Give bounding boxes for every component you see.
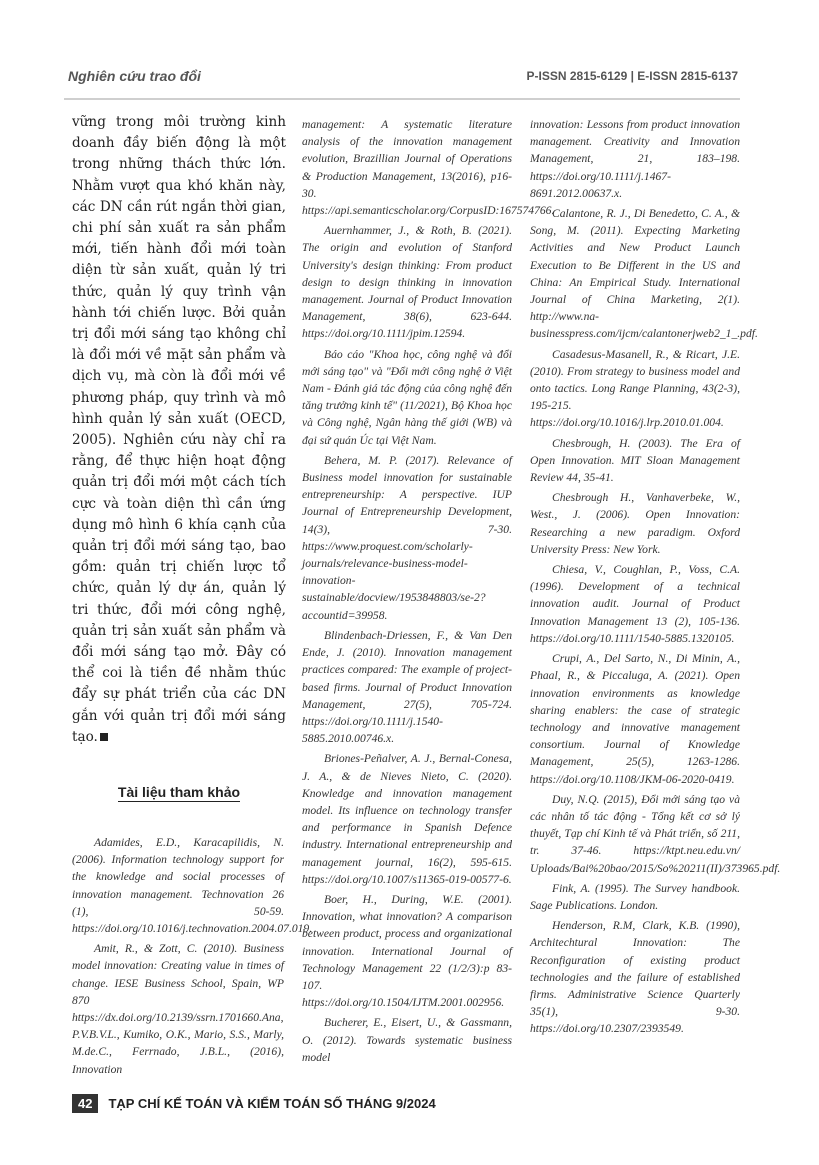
reference-item: Adamides, E.D., Karacapilidis, N. (2006). Information technology support for the knowledge and social processes of innovation management. Technovation 26 (1), 50-59. https://doi.org/10.1016/j.technovation.2004.07.019. [72, 836, 313, 936]
page-header [64, 66, 740, 100]
reference-item: Behera, M. P. (2017). Relevance of Business model innovation for sustainable entrepreneurship: A perspective. IUP Journal of Entrepreneurship Development, 14(3), 7-30. https://www.proquest.com/scholarly-journals/relevance-business-model-innovation-sustainable/docview/1953848803/se-2?accountid=39958. [302, 453, 512, 622]
issn-label: P-ISSN 2815-6129 | E-ISSN 2815-6137 [526, 69, 738, 83]
reference-item: Chesbrough H., Vanhaverbeke, W., West., J. (2006). Open Innovation: Researching a new paradigm. Oxford University Press: New York. [530, 491, 740, 556]
page-footer [72, 1094, 436, 1114]
reference-item: Duy, N.Q. (2015), Đổi mới sáng tạo và các nhân tố tác động - Tổng kết cơ sở lý thuyết, Tạp chí Kinh tế và Phát triển, số 211, tr. 37-46. https://ktpt.neu.edu.vn/ Uploads/Bai%20bao/2015/So%20211(II)/373965.pdf. [530, 792, 781, 875]
reference-item: Casadesus-Masanell, R., & Ricart, J.E. (2010). From strategy to business model and onto tactics. Long Range Planning, 43(2-3), 195-215. https://doi.org/10.1016/j.lrp.2010.01.004. [530, 347, 740, 430]
reference-item: Chiesa, V., Coughlan, P., Voss, C.A. (1996). Development of a technical innovation audit. Journal of Product Innovation Management 13 (2), 105-136. https://doi.org/10.1111/1540-5885.1320105. [530, 563, 740, 645]
body-column [72, 112, 286, 748]
reference-item: Briones-Peñalver, A. J., Bernal-Conesa, J. A., & de Nieves Nieto, C. (2020). Knowledge and innovation management model. Its influence on technology transfer and performance in Spanish Defence industry. International entrepreneurship and management journal, 16(2), 595-615. https://doi.org/10.1007/s11365-019-00577-6. [302, 752, 512, 886]
page-number: 42 [72, 1094, 98, 1113]
section-title: Nghiên cứu trao đổi [68, 68, 201, 84]
reference-item: Blindenbach-Driessen, F., & Van Den Ende, J. (2010). Innovation management practices compared: The example of project-based firms. Journal of Product Innovation Management, 27(5), 705-724. https://doi.org/10.1111/j.1540-5885.2010.00746.x. [302, 628, 512, 746]
reference-item: Boer, H., During, W.E. (2001). Innovation, what innovation? A comparison between product, process and organizational innovation. International Journal of Technology Management 22 (1/2/3):p 83-107. https://doi.org/10.1504/IJTM.2001.002956. [302, 892, 512, 1010]
journal-title: TẠP CHÍ KẾ TOÁN VÀ KIỂM TOÁN SỐ THÁNG 9/2024 [108, 1096, 436, 1111]
references-column-2 [302, 116, 555, 1069]
reference-item: Calantone, R. J., Di Benedetto, C. A., & Song, M. (2011). Expecting Marketing Activities and New Product Launch Execution to Be Different in the US and China: An Empirical Study. International Journal of China Marketing, 2(1). http://www.na-businesspress.com/ijcm/calantonerjweb2_1_.pdf. [530, 207, 758, 341]
reference-item: Crupi, A., Del Sarto, N., Di Minin, A., Phaal, R., & Piccaluga, A. (2021). Open innovation environments as knowledge sharing enablers: the case of strategic technology and innovative management consortium. Journal of Knowledge Management, 25(5), 1263-1286. https://doi.org/10.1108/JKM-06-2020-0419. [530, 652, 740, 786]
reference-item: Amit, R., & Zott, C. (2010). Business model innovation: Creating value in times of change. IESE Business School, Spain, WP 870 https://dx.doi.org/10.2139/ssrn.1701660.Ana, P.V.B.V.L., Kumiko, O.K., Mario, S.S., Marly, M.de.C., Ferrnado, J.B.L., (2016), Innovation [72, 942, 284, 1076]
reference-item: Fink, A. (1995). The Survey handbook. Sage Publications. London. [530, 881, 740, 912]
references-column-1 [72, 834, 313, 1081]
references-column-3 [530, 116, 781, 1041]
reference-item: Auernhammer, J., & Roth, B. (2021). The origin and evolution of Stanford University's design thinking: From product design to design thinking in innovation management. Journal of Product Innovation Management, 38(6), 623-644. https://doi.org/10.1111/jpim.12594. [302, 224, 512, 341]
reference-item: Chesbrough, H. (2003). The Era of Open Innovation. MIT Sloan Management Review 44, 35-41. [530, 436, 740, 485]
reference-continuation: management: A systematic literature analysis of the innovation management evolution, Brazillian Journal of Operations & Production Management, 13(2016), p16-30. https://api.semanticscholar.org/CorpusID:167574766. [302, 118, 555, 218]
reference-item: Bucherer, E., Eisert, U., & Gassmann, O. (2012). Towards systematic business model [302, 1016, 512, 1064]
body-paragraph: vững trong môi trường kinh doanh đầy biến động là một trong những thách thức lớn. Nhằm vượt qua khó khăn này, các DN cần rút ngắn thời gian, chi phí sản xuất ra sản phẩm mới, tiến hành đổi mới toàn diện từ sản xuất, quản lý tri thức, quản lý quy trình vận hành tới chiến lược. Bởi quản trị đổi mới sáng tạo không chỉ là đổi mới về mặt sản phẩm và dịch vụ, mà còn là đổi mới về phương pháp, quy trình và mô hình quản lý sản xuất (OECD, 2005). Nghiên cứu này chỉ ra rằng, để thực hiện hoạt động quản trị đổi mới một cách tích cực và toàn diện thì cần ứng dụng mô hình 6 khía cạnh của quản trị đổi mới sáng tạo, bao gồm: quản trị chiến lược tổ chức, quản lý dự án, quản lý tri thức, đổi mới công nghệ, quản trị sản xuất sản phẩm và đổi mới sáng tạo mở. Đây có thể coi là tiền đề nhằm thúc đẩy sự phát triển của các DN gắn với quản trị đổi mới sáng tạo. [72, 114, 286, 745]
end-mark [100, 733, 108, 741]
reference-item: Báo cáo "Khoa học, công nghệ và đổi mới sáng tạo" và "Đổi mới công nghệ ở Việt Nam - Đánh giá tác động của công nghệ đến tăng trưởng kinh tế" (11/2021), Bộ Khoa học và Công nghệ, Ngân hàng thế giới (WB) và đại sứ quán Úc tại Việt Nam. [302, 347, 512, 447]
references-heading: Tài liệu tham khảo [117, 784, 241, 800]
reference-continuation: innovation: Lessons from product innovation management. Creativity and Innovation Management, 21, 183–198. https://doi.org/10.1111/j.1467-8691.2012.00637.x. [530, 118, 740, 200]
reference-item: Henderson, R.M, Clark, K.B. (1990), Architechtural Innovation: The Reconfiguration of existing product technologies and the failure of established firms. Administrative Science Quarterly 35(1), 9-30. https://doi.org/10.2307/2393549. [530, 919, 740, 1036]
